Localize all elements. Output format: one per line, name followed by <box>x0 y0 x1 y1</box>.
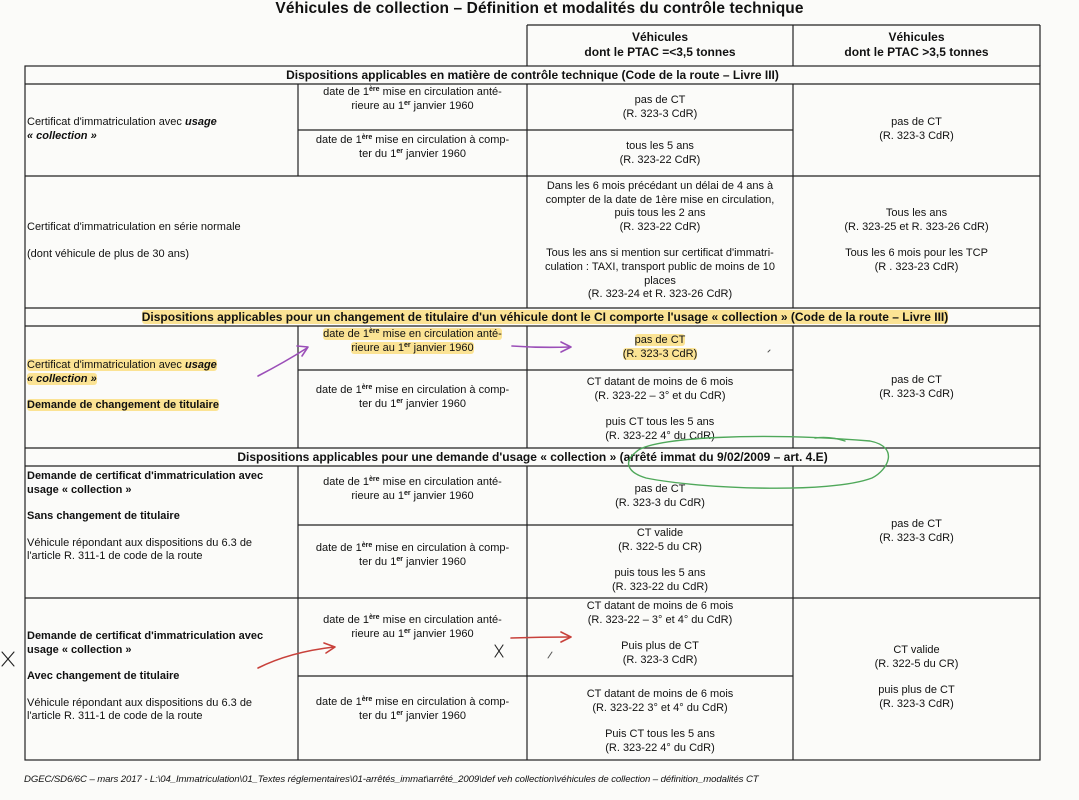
date-after-1960: date de 1ère mise en circulation à comp- ter du 1er janvier 1960 <box>315 696 510 722</box>
date-before-1960: date de 1ère mise en circulation anté- rieure au 1er janvier 1960 <box>323 86 502 112</box>
section-title: Dispositions applicables pour un changement de titulaire d'un véhicule dont le CI comporte l'usage « collection » (Code de la route – Livre III) <box>141 310 949 324</box>
light-rule: tous les 5 ans (R. 323-22 CdR) <box>619 140 701 166</box>
light-rule: CT valide (R. 322-5 du CR) puis tous les 5 ans (R. 323-22 du CdR) <box>612 527 708 593</box>
green-stroke <box>815 437 845 441</box>
section-title: Dispositions applicables en matière de contrôle technique (Code de la route – Livre III) <box>286 68 779 82</box>
light-rule: pas de CT (R. 323-3 CdR) <box>622 334 698 360</box>
pen-cross-mark <box>2 652 14 666</box>
date-before-1960: date de 1ère mise en circulation anté- rieure au 1er janvier 1960 <box>323 476 502 502</box>
heavy-rule: pas de CT (R. 323-3 CdR) <box>879 116 954 142</box>
section-title: Dispositions applicables pour une demande d'usage « collection » (arrêté immat du 9/02/2009 – art. 4.E) <box>237 450 828 464</box>
heavy-rule: pas de CT (R. 323-3 CdR) <box>879 374 954 400</box>
row-label: Certificat d'immatriculation en série normale (dont véhicule de plus de 30 ans) <box>27 221 241 260</box>
date-after-1960: date de 1ère mise en circulation à comp- ter du 1er janvier 1960 <box>315 542 510 568</box>
date-after-1960: date de 1ère mise en circulation à comp- ter du 1er janvier 1960 <box>315 134 510 160</box>
date-after-1960: date de 1ère mise en circulation à comp- ter du 1er janvier 1960 <box>315 384 510 410</box>
light-rule: Dans les 6 mois précédant un délai de 4 ans à compter de la date de 1ère mise en circulation, puis tous les 2 ans (R. 323-22 CdR) Tous les ans si mention sur certificat d'immatri- culation : TAXI, transport public de moins de 10 places (R. 323-24 et R. 323-26 CdR) <box>544 180 776 301</box>
date-before-1960: date de 1ère mise en circulation anté- rieure au 1er janvier 1960 <box>323 614 502 640</box>
header-heavy-vehicles: Véhicules dont le PTAC >3,5 tonnes <box>844 30 989 59</box>
light-rule: CT datant de moins de 6 mois (R. 323-22 3° et 4° du CdR) Puis CT tous les 5 ans (R. 323-22 4° du CdR) <box>586 688 734 754</box>
row-label: Certificat d'immatriculation avec usage « collection » Demande de changement de titulaire <box>27 359 219 412</box>
document-footer: DGEC/SD6/6C – mars 2017 - L:\04_Immatriculation\01_Textes réglementaires\01-arrêtés_immat\arrêté_2009\def veh collection\véhicules de collection – définition_modalités CT <box>24 774 759 785</box>
light-rule: CT datant de moins de 6 mois (R. 323-22 – 3° et du CdR) puis CT tous les 5 ans (R. 323-22 4° du CdR) <box>586 376 734 442</box>
red-arrow-head <box>324 643 335 653</box>
heavy-rule: Tous les ans (R. 323-25 et R. 323-26 CdR) Tous les 6 mois pour les TCP (R . 323-23 CdR) <box>844 207 989 273</box>
row-label: Certificat d'immatriculation avec usage « collection » <box>27 116 217 142</box>
row-label: Demande de certificat d'immatriculation avec usage « collection » Sans changement de titulaire Véhicule répondant aux dispositions du 6.3 de l'article R. 311-1 de code de la route <box>27 470 264 563</box>
heavy-rule: pas de CT (R. 323-3 CdR) <box>879 518 954 544</box>
light-rule: pas de CT (R. 323-3 du CdR) <box>615 483 705 509</box>
header-light-vehicles: Véhicules dont le PTAC =<3,5 tonnes <box>584 30 736 59</box>
light-rule: pas de CT (R. 323-3 CdR) <box>622 94 698 120</box>
date-before-1960: date de 1ère mise en circulation anté- rieure au 1er janvier 1960 <box>323 328 502 354</box>
pen-x-mark <box>495 645 503 657</box>
row-label: Demande de certificat d'immatriculation avec usage « collection » Avec changement de titulaire Véhicule répondant aux dispositions du 6.3 de l'article R. 311-1 de code de la route <box>27 630 264 723</box>
light-rule: CT datant de moins de 6 mois (R. 323-22 – 3° et 4° du CdR) Puis plus de CT (R. 323-3 CdR) <box>586 600 734 666</box>
heavy-rule: CT valide (R. 322-5 du CR) puis plus de CT (R. 323-3 CdR) <box>874 644 959 710</box>
document-title: Véhicules de collection – Définition et modalités du contrôle technique <box>275 0 804 17</box>
